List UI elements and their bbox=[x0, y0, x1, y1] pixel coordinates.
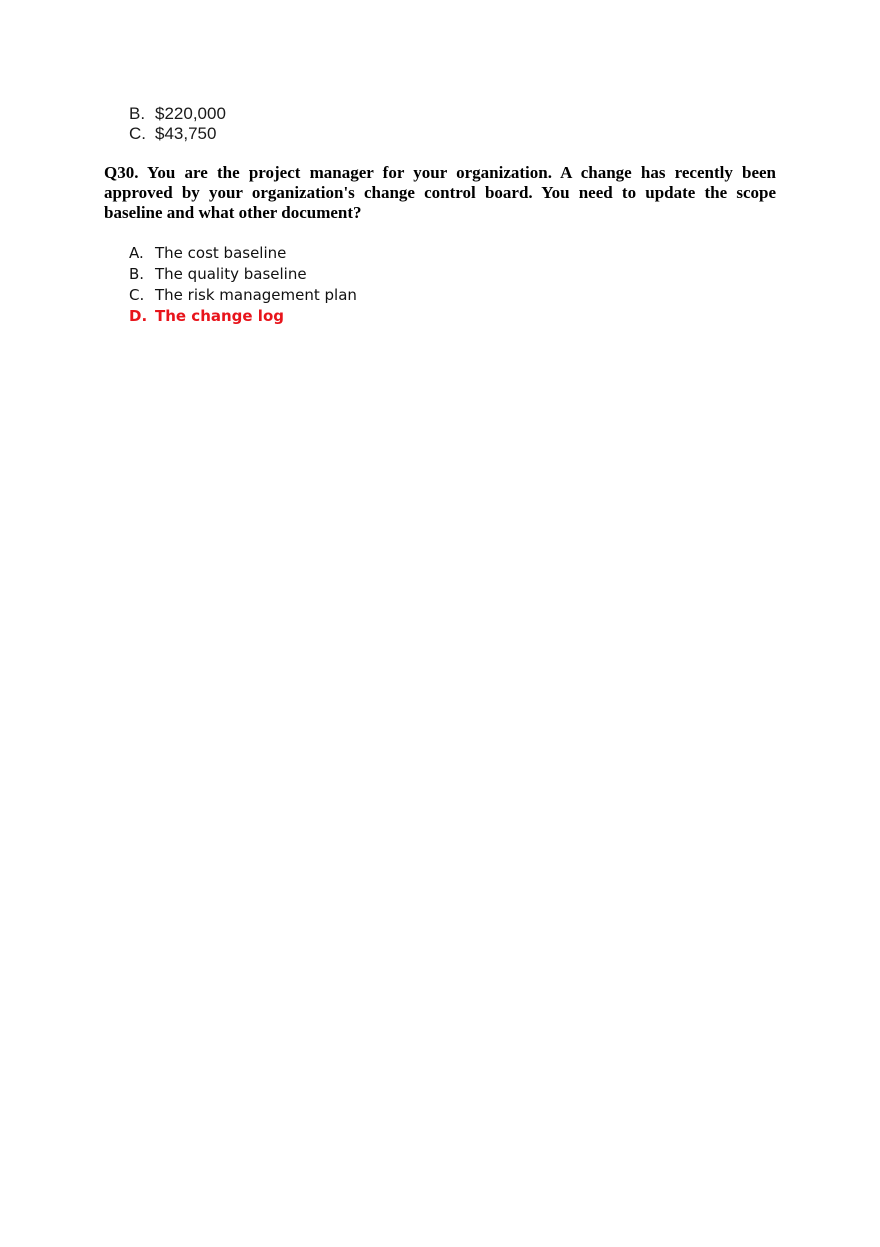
answer-option-a bbox=[129, 243, 357, 264]
option-text: $220,000 bbox=[155, 104, 226, 123]
option-letter: A. bbox=[129, 244, 144, 262]
option-c bbox=[129, 124, 226, 144]
answer-options bbox=[129, 243, 357, 327]
previous-question-options bbox=[129, 104, 226, 144]
option-b bbox=[129, 104, 226, 124]
option-letter: C. bbox=[129, 286, 145, 304]
option-letter: B. bbox=[129, 104, 146, 123]
answer-option-b bbox=[129, 264, 357, 285]
option-text: $43,750 bbox=[155, 124, 217, 143]
answer-option-c bbox=[129, 285, 357, 306]
option-text: The change log bbox=[155, 307, 284, 325]
option-letter: C. bbox=[129, 124, 146, 143]
answer-option-d-correct bbox=[129, 306, 357, 327]
option-text: The risk management plan bbox=[155, 286, 357, 304]
option-letter: B. bbox=[129, 265, 145, 283]
option-text: The cost baseline bbox=[155, 244, 287, 262]
option-letter: D. bbox=[129, 307, 148, 325]
question-text: Q30. You are the project manager for your organization. A change has recently been approved by your organization's change control board. You need to update the scope baseline and what other document? bbox=[104, 163, 776, 222]
option-text: The quality baseline bbox=[155, 265, 307, 283]
